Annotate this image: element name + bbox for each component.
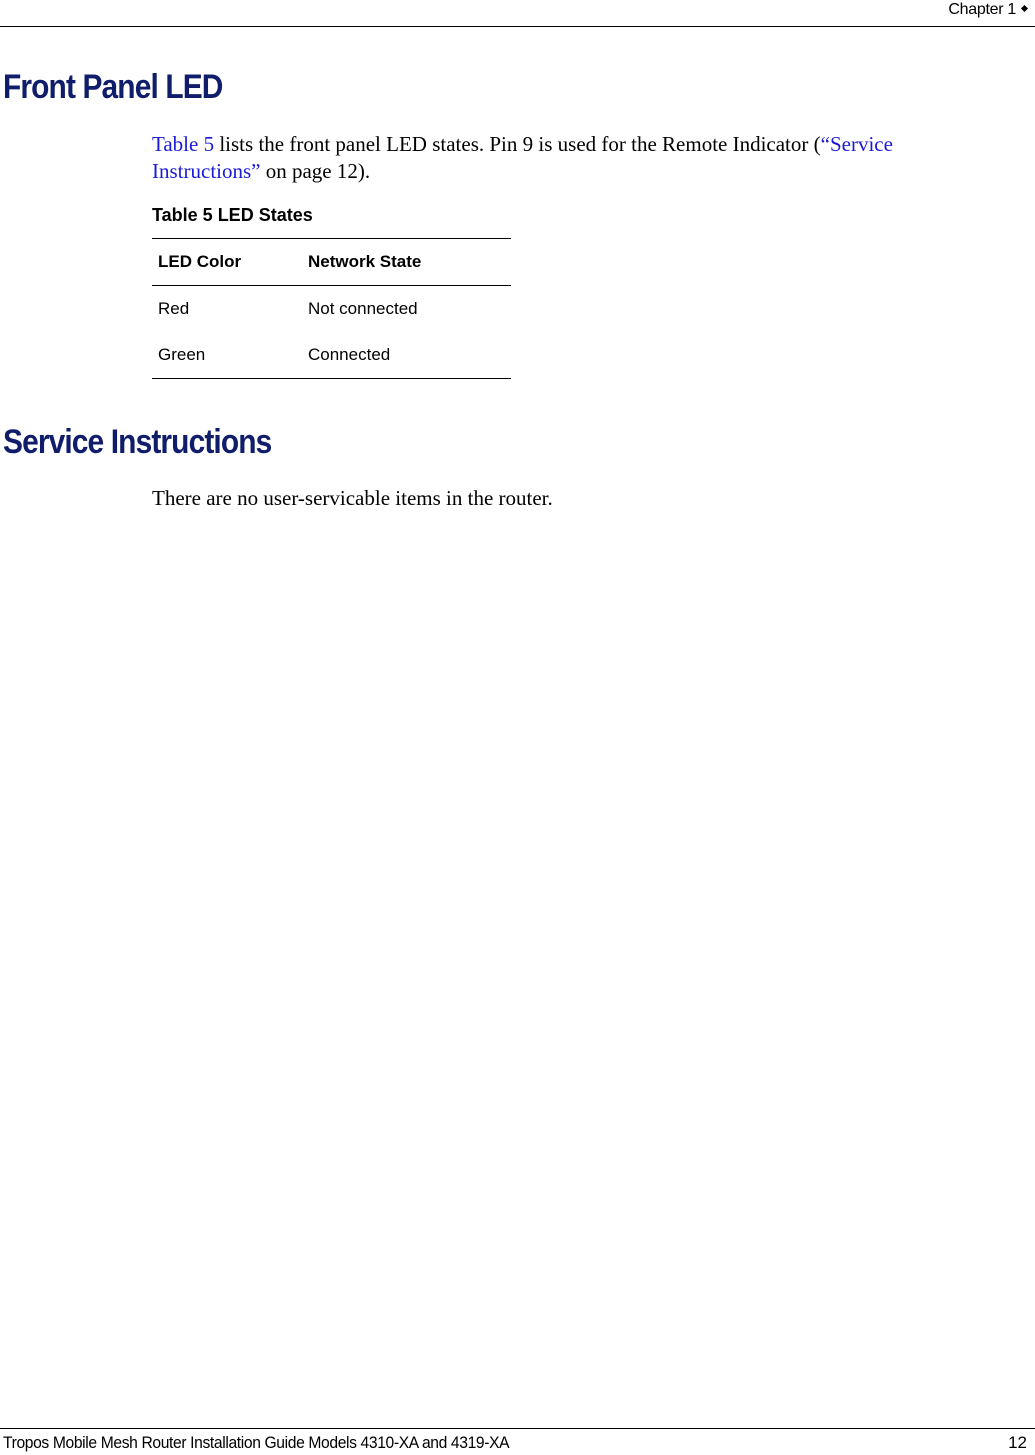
table-row [152, 332, 511, 379]
service-instructions-heading: Service Instructions [3, 423, 272, 461]
paragraph-text-2: on page 12). [260, 159, 371, 183]
column-header-network-state: Network State [302, 239, 511, 286]
table-5-link[interactable]: Table 5 [152, 132, 215, 156]
chapter-text: Chapter 1 [948, 1, 1016, 18]
table-cell-network-state: Not connected [308, 299, 418, 318]
service-instructions-link[interactable]: “Service Instructions” [152, 132, 893, 183]
table-row [152, 286, 511, 333]
table-cell-led-color: Red [158, 299, 190, 318]
page-header [0, 0, 1035, 27]
page-number: 12 [1008, 1433, 1027, 1452]
led-states-table [152, 238, 511, 379]
table-caption: Table 5 LED States [152, 205, 313, 225]
page-footer [0, 1428, 1035, 1455]
footer-title: Tropos Mobile Mesh Router Installation Guide Models 4310-XA and 4319-XA [3, 1433, 510, 1452]
front-panel-led-paragraph [152, 131, 972, 185]
table-cell-led-color: Green [152, 332, 302, 379]
column-header-led-color: LED Color [152, 239, 302, 286]
service-instructions-paragraph: There are no user-servicable items in the router. [152, 486, 553, 510]
paragraph-text-1: lists the front panel LED states. Pin 9 is used for the Remote Indicator ( [214, 132, 821, 156]
front-panel-led-heading: Front Panel LED [3, 68, 223, 106]
table-header-row [152, 239, 511, 286]
chapter-label [948, 1, 1027, 19]
diamond-icon [1021, 5, 1028, 12]
table-cell-network-state: Connected [302, 332, 511, 379]
